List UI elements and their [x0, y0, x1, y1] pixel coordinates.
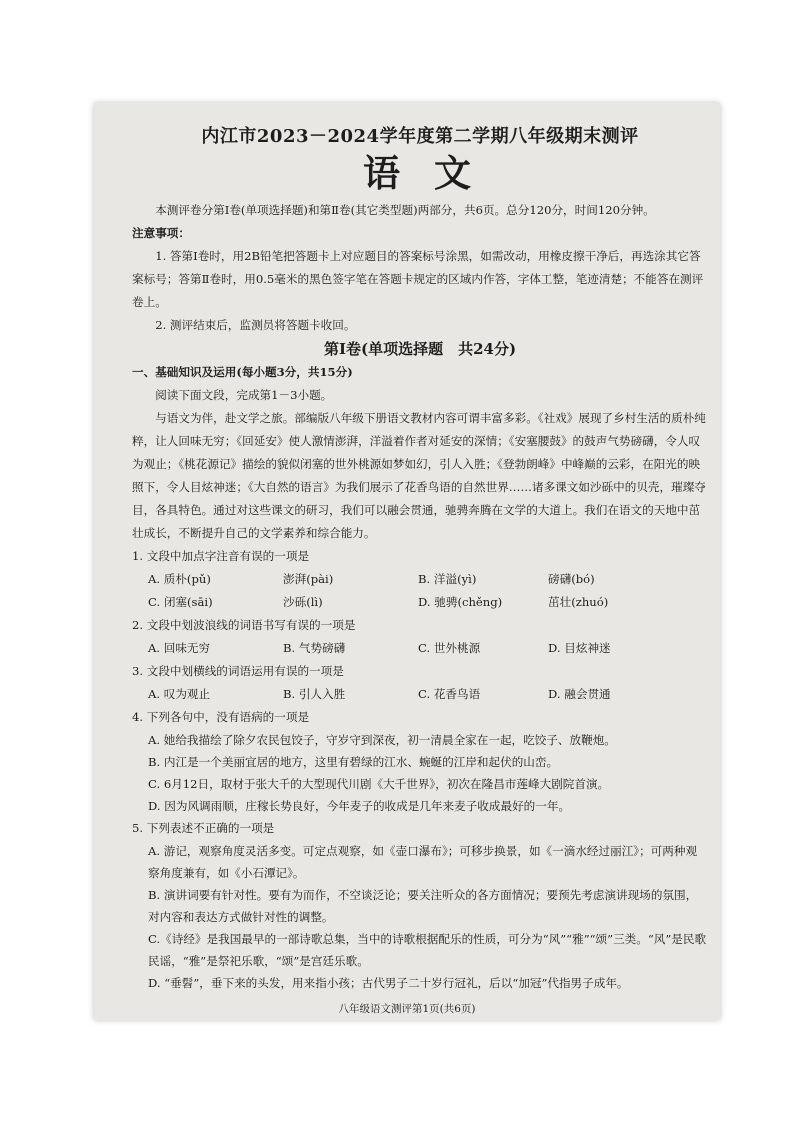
question-1 — [132, 545, 708, 614]
option-a: A. 她给我描绘了除夕农民包饺子，守岁守到深夜，初一清晨全家在一起，吃饺子、放鞭炮。 — [148, 733, 616, 747]
option-c: C. 花香鸟语 — [418, 687, 481, 701]
notes-heading: 注意事项： — [132, 226, 190, 240]
option-c2: 沙砾(lì) — [283, 595, 323, 609]
option-a2: 澎湃(pài) — [283, 572, 334, 586]
reading-instruction: 阅读下面文段，完成第1－3小题。 — [155, 388, 333, 402]
question-5 — [132, 817, 708, 994]
option-b: B. 气势磅礴 — [283, 641, 346, 655]
option-c: C. 6月12日，取材于张大千的大型现代川剧《大千世界》，初次在隆昌市莲峰大剧院首演。 — [148, 777, 610, 791]
question-stem: 2. 文段中划波浪线的词语书写有误的一项是 — [132, 618, 356, 632]
subject-title: 语文 — [363, 151, 505, 195]
option-c: C.《诗经》是我国最早的一部诗歌总集，当中的诗歌根据配乐的性质，可分为“风”“雅”“颂”三类。“风”是民歌民谣，“雅”是祭祀乐歌，“颂”是宫廷乐歌。 — [148, 932, 707, 968]
question-stem: 3. 文段中划横线的词语运用有误的一项是 — [132, 664, 344, 678]
option-b: B. 演讲词要有针对性。要有为而作，不空谈泛论；要关注听众的各方面情况；要预先考虑演讲现场的氛围，对内容和表达方式做针对性的调整。 — [148, 888, 698, 924]
option-d: D. 目炫神迷 — [548, 641, 611, 655]
question-stem: 5. 下列表述不正确的一项是 — [132, 821, 275, 835]
reading-passage: 与语文为伴，赴文学之旅。部编版八年级下册语文教材内容可谓丰富多彩。《社戏》展现了乡村生活的质朴纯粹，让人回味无穷；《回延安》使人激情澎湃，洋溢着作者对延安的深情；《安塞腰鼓》的鼓声气势磅礴，令人叹为观止；《桃花源记》描绘的貌似闭塞的世外桃源如梦如幻，引人入胜；《登勃朗峰》中峰巅的云彩，在阳光的映照下，令人目炫神迷；《大自然的语言》为我们展示了花香鸟语的自然世界……诸多课文如沙砾中的贝壳，璀璨夺目，各具特色。通过对这些课文的研习，我们可以融会贯通，驰骋奔腾在文学的大道上。我们在语文的天地中茁壮成长，不断提升自己的文学素养和综合能力。 — [132, 411, 706, 540]
option-b: B. 引人入胜 — [283, 687, 346, 701]
option-d: D. 因为风调雨顺，庄稼长势良好，今年麦子的收成是几年来麦子收成最好的一年。 — [148, 799, 571, 813]
exam-page — [94, 103, 720, 1020]
question-3 — [132, 660, 708, 706]
option-a: A. 叹为观止 — [148, 687, 211, 701]
option-b2: 磅礴(bó) — [548, 572, 595, 586]
option-a: A. 游记，观察角度灵活多变。可定点观察，如《壶口瀑布》；可移步换景，如《一滴水经过丽江》；可两种观察角度兼有，如《小石潭记》。 — [148, 844, 698, 880]
question-stem: 1. 文段中加点字注音有误的一项是 — [132, 549, 310, 563]
option-d: D. 融会贯通 — [548, 687, 611, 701]
note-1: 1. 答第Ⅰ卷时，用2B铅笔把答题卡上对应题目的答案标号涂黑，如需改动，用橡皮擦干净后，再选涂其它答案标号；答第Ⅱ卷时，用0.5毫米的黑色签字笔在答题卡规定的区域内作答，字体工整，笔迹清楚；不能答在测评卷上。 — [132, 249, 704, 309]
part-heading: 一、基础知识及运用(每小题3分，共15分) — [132, 365, 353, 379]
option-c: C. 世外桃源 — [418, 641, 481, 655]
option-d2: 茁壮(zhuó) — [548, 595, 609, 609]
question-2 — [132, 614, 708, 660]
question-stem: 4. 下列各句中，没有语病的一项是 — [132, 710, 310, 724]
option-a: A. 回味无穷 — [148, 641, 211, 655]
option-b: B. 内江是一个美丽宜居的地方，这里有碧绿的江水、蜿蜒的江岸和起伏的山峦。 — [148, 755, 559, 769]
option-d1: D. 驰骋(chěng) — [418, 595, 503, 609]
page-footer: 八年级语文测评第1页(共6页) — [338, 1003, 476, 1015]
intro-text: 本测评卷分第Ⅰ卷(单项选择题)和第Ⅱ卷(其它类型题)两部分，共6页。总分120分，时间120分钟。 — [155, 203, 655, 217]
option-a1: A. 质朴(pǔ) — [148, 572, 211, 586]
option-d: D. “垂髫”，垂下来的头发，用来指小孩；古代男子二十岁行冠礼，后以“加冠”代指男子成年。 — [148, 976, 629, 990]
question-4 — [132, 706, 708, 817]
section-title: 第Ⅰ卷(单项选择题 共24分) — [323, 340, 517, 358]
option-c1: C. 闭塞(sāi) — [148, 595, 213, 609]
option-b1: B. 洋溢(yì) — [418, 572, 477, 586]
exam-title: 内江市2023－2024学年度第二学期八年级期末测评 — [201, 126, 639, 147]
note-2: 2. 测评结束后，监测员将答题卡收回。 — [155, 318, 356, 332]
